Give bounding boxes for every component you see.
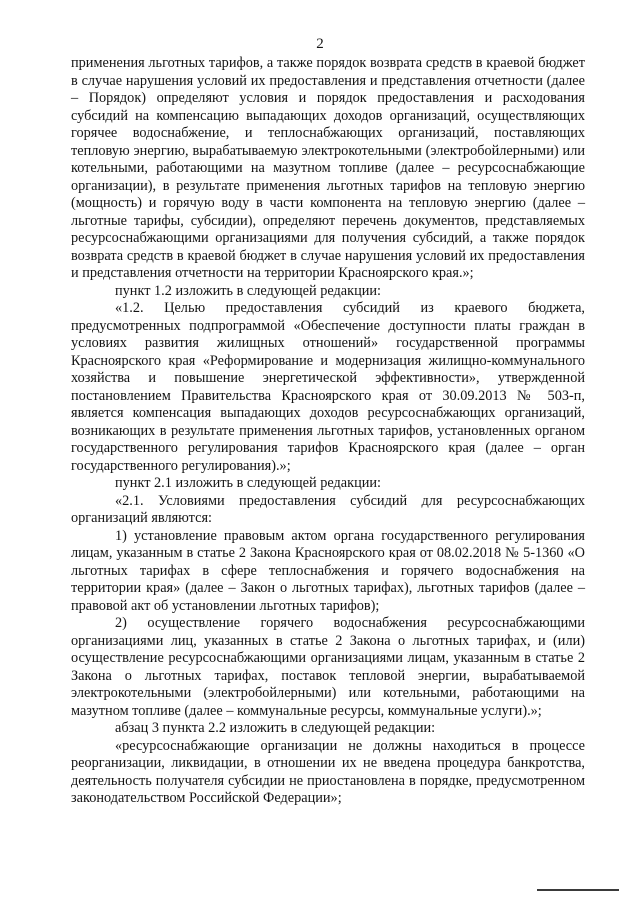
paragraph-item-2: 2) осуществление горячего водоснабжения ресурсоснабжающими организациями лиц, указанных в статье 2 Закона о льготных тарифах, и (или) осуществление ресурсоснабжающими организациями лицам, указанным в статье 2 Закона о льготных тарифах, поставок тепловой энергии, вырабатываемой электрокотельными (электробойлерными) или котельными, работающими на мазутном топливе (далее – коммунальные ресурсы, коммунальные услуги).»;: [71, 615, 585, 719]
paragraph-clause-2-1: «2.1. Условиями предоставления субсидий для ресурсоснабжающих организаций являются:: [71, 492, 585, 526]
paragraph-continuation: применения льготных тарифов, а также порядок возврата средств в краевой бюджет в случае нарушения условий их предоставления и представления отчетности (далее – Порядок) определяют условия и порядок предоставления и расходования субсидий на компенсацию выпадающих доходов организаций, осуществляющих горячее водоснабжение, и теплоснабжающих организаций, поставляющих тепловую энергию, вырабатываемую электрокотельными (электробойлерными) или котельными, работающими на мазутном топливе (далее – ресурсоснабжающие организации), в результате применения льготных тарифов на тепловую энергию (мощность) и горячую воду в части компонента на тепловую энергию (далее – льготные тарифы, субсидии), определяют перечень документов, представляемых ресурсоснабжающими организациями для получения субсидий, а также порядок возврата средств в краевой бюджет в случае нарушения условий их предоставления и представления отчетности на территории Красноярского края.»;: [71, 55, 585, 281]
paragraph-instruction-2-1: пункт 2.1 изложить в следующей редакции:: [115, 475, 382, 491]
page-number: 2: [316, 36, 324, 52]
paragraph-clause-1-2: «1.2. Целью предоставления субсидий из краевого бюджета, предусмотренных подпрограммой «Обеспечение доступности платы граждан в условиях развития жилищных отношений» государственной программы Красноярского края «Реформирование и модернизация жилищно-коммунального хозяйства и повышение энергетической эффективности», утвержденной постановлением Правительства Красноярского края от 30.09.2013 № 503-п, является компенсация выпадающих доходов ресурсоснабжающих организаций, возникающих в результате применения льготных тарифов, установленных органом государственного регулирования тарифов Красноярского края (далее – орган государственного регулирования).»;: [71, 300, 585, 474]
paragraph-instruction-1-2: пункт 1.2 изложить в следующей редакции:: [115, 282, 382, 299]
paragraph-item-1: 1) установление правовым актом органа государственного регулирования лицам, указанным в статье 2 Закона Красноярского края от 08.02.2018 № 5-1360 «О льготных тарифах в сфере теплоснабжения и горячего водоснабжения на территории края» (далее – Закон о льготных тарифах), льготных тарифов (далее – правовой акт об установлении льготных тарифов);: [71, 527, 585, 614]
paragraph-instruction-2-2: абзац 3 пункта 2.2 изложить в следующей редакции:: [115, 720, 436, 736]
document-body: [71, 55, 585, 808]
scan-edge-line: [537, 889, 619, 891]
paragraph-clause-2-2: «ресурсоснабжающие организации не должны находиться в процессе реорганизации, ликвидации, в отношении их не введена процедура банкротства, деятельность получателя субсидии не приостановлена в порядке, предусмотренном законодательством Российской Федерации»;: [71, 737, 585, 806]
